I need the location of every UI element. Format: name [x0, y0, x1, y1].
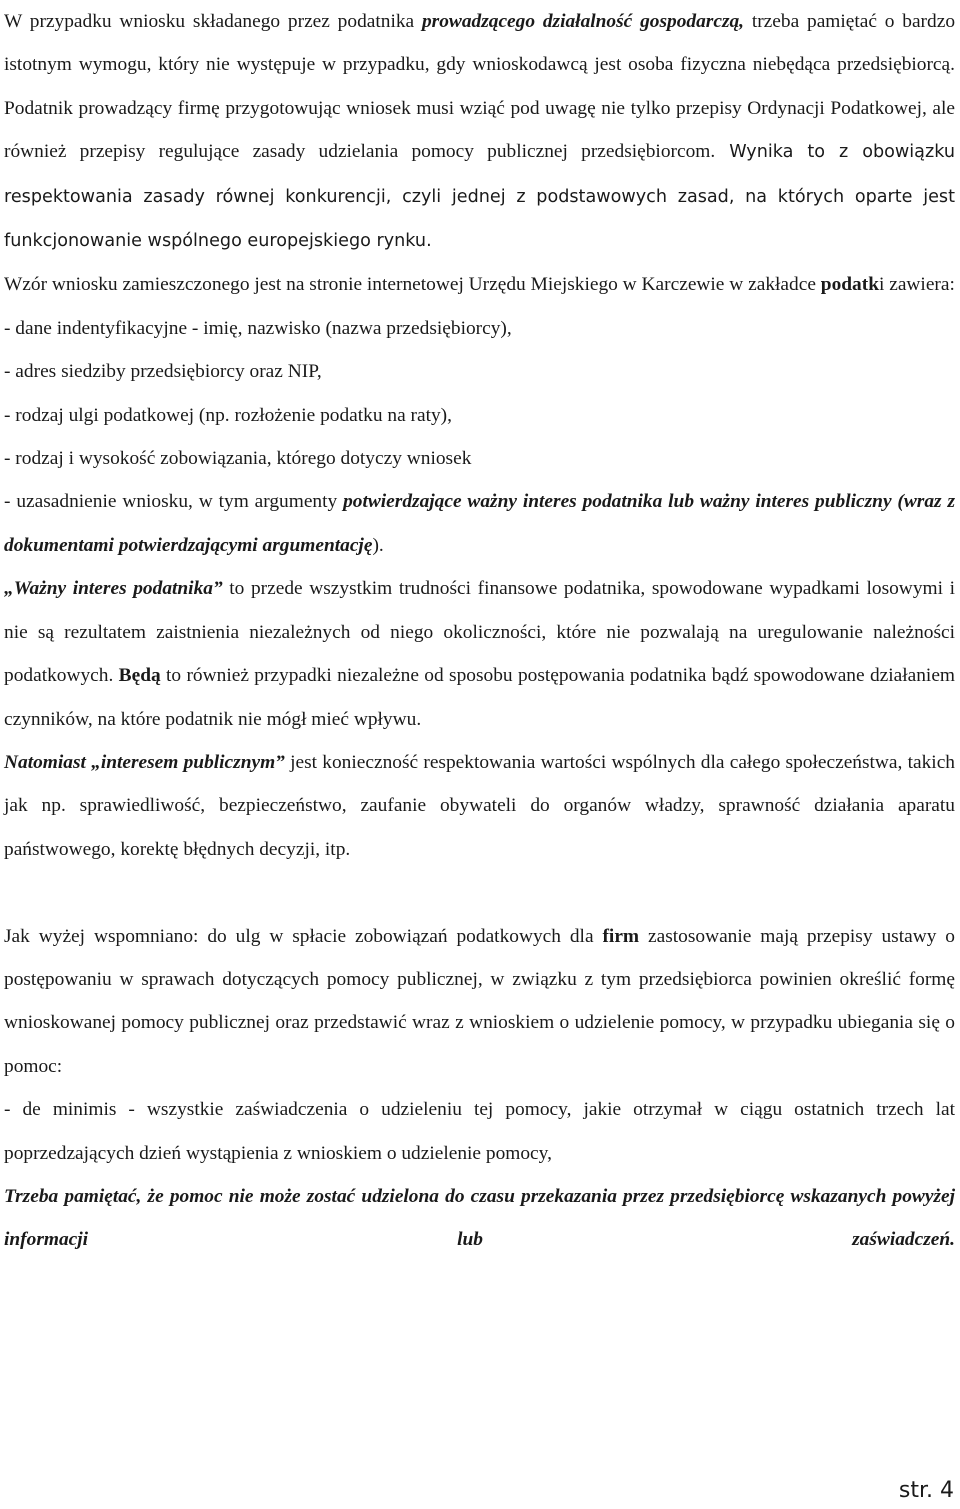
text: Wynika to z obowiązku respektowania zasady równej konkurencji, czyli jednej z podstawowych zasad, na których oparte jest funkcjonowanie wspólnego europejskiego rynku.: [4, 142, 955, 252]
emphasis-tab: podatk: [820, 274, 879, 296]
paragraph-public-interest: [4, 741, 955, 871]
paragraph-taxpayer-interest: [4, 567, 955, 741]
term-public-interest: Natomiast „interesem publicznym”: [4, 751, 285, 773]
list-item: - rodzaj i wysokość zobowiązania, którego dotyczy wniosek: [4, 448, 472, 470]
paragraph-reminder: Trzeba pamiętać, że pomoc nie może zostać udzielona do czasu przekazania przez przedsiębiorcę wskazanych powyżej informacji lub zaświadczeń.: [4, 1185, 955, 1251]
text: Jak wyżej wspomniano: do ulg w spłacie zobowiązań podatkowych dla: [4, 925, 603, 947]
list-item-de-minimis: - de minimis - wszystkie zaświadczenia o udzieleniu tej pomocy, jakie otrzymał w ciągu ostatnich trzech lat poprzedzających dzień wystąpienia z wnioskiem o udzielenie pomocy,: [4, 1099, 955, 1164]
emphasis-beda: Będą: [118, 665, 161, 687]
list-item: - rodzaj ulgi podatkowej (np. rozłożenie podatku na raty),: [4, 404, 452, 426]
paragraph-form-template: [4, 263, 955, 306]
spacer: [4, 871, 955, 914]
text: - uzasadnienie wniosku, w tym argumenty: [4, 491, 344, 513]
text: trzeba pamiętać o bardzo istotnym wymogu, który nie występuje w przypadku, gdy wnioskodawcą jest osoba fizyczna niebędąca przedsiębiorcą. Podatnik prowadzący firmę przygotowując wniosek musi wziąć pod uwagę nie tylko przepisy Ordynacji Podatkowej, ale również przepisy regulujące zasady udzielania pomocy publicznej przedsiębiorcom.: [4, 11, 956, 163]
paragraph-public-aid: [4, 915, 955, 1089]
list-item: - adres siedziby przedsiębiorcy oraz NIP,: [4, 361, 322, 383]
text: i zawiera:: [878, 274, 955, 296]
page-number: str. 4: [898, 1478, 954, 1503]
list-item-justification: [4, 480, 955, 567]
text: W przypadku wniosku składanego przez podatnika: [4, 11, 422, 32]
emphasis-business: prowadzącego działalność gospodarczą,: [421, 11, 745, 32]
text: zastosowanie mają przepisy ustawy o postępowaniu w sprawach dotyczących pomocy publicznej, w związku z tym przedsiębiorca powinien określić formę wnioskowanej pomocy publicznej oraz przedstawić wraz z wnioskiem o udzielenie pomocy, w przypadku ubiegania się o pomoc:: [4, 925, 955, 1077]
text: Wzór wniosku zamieszczonego jest na stronie internetowej Urzędu Miejskiego w Karczewie w zakładce: [4, 274, 821, 296]
emphasis-firm: firm: [602, 925, 640, 947]
text: to przede wszystkim trudności finansowe podatnika, spowodowane wypadkami losowymi i nie są rezultatem zaistnienia niezależnych od niego okoliczności, które nie pozwalają na uregulowanie należności podatkowych.: [4, 578, 955, 687]
term-taxpayer-interest: „Ważny interes podatnika”: [4, 578, 223, 600]
paragraph-business-applicant: [4, 0, 955, 263]
text: to również przypadki niezależne od sposobu postępowania podatnika bądź spowodowane działaniem czynników, na które podatnik nie mógł mieć wpływu.: [4, 665, 956, 730]
document-page: [4, 0, 955, 1262]
text: ).: [372, 534, 384, 556]
list-item: - dane indentyfikacyjne - imię, nazwisko (nazwa przedsiębiorcy),: [4, 317, 512, 339]
emphasis-justification: potwierdzające ważny interes podatnika lub ważny interes publiczny (wraz z dokumentami potwierdzającymi argumentację: [4, 491, 955, 556]
text: jest konieczność respektowania wartości wspólnych dla całego społeczeństwa, takich jak np. sprawiedliwość, bezpieczeństwo, zaufanie obywateli do organów władzy, sprawność działania aparatu państwowego, korektę błędnych decyzji, itp.: [4, 751, 955, 860]
